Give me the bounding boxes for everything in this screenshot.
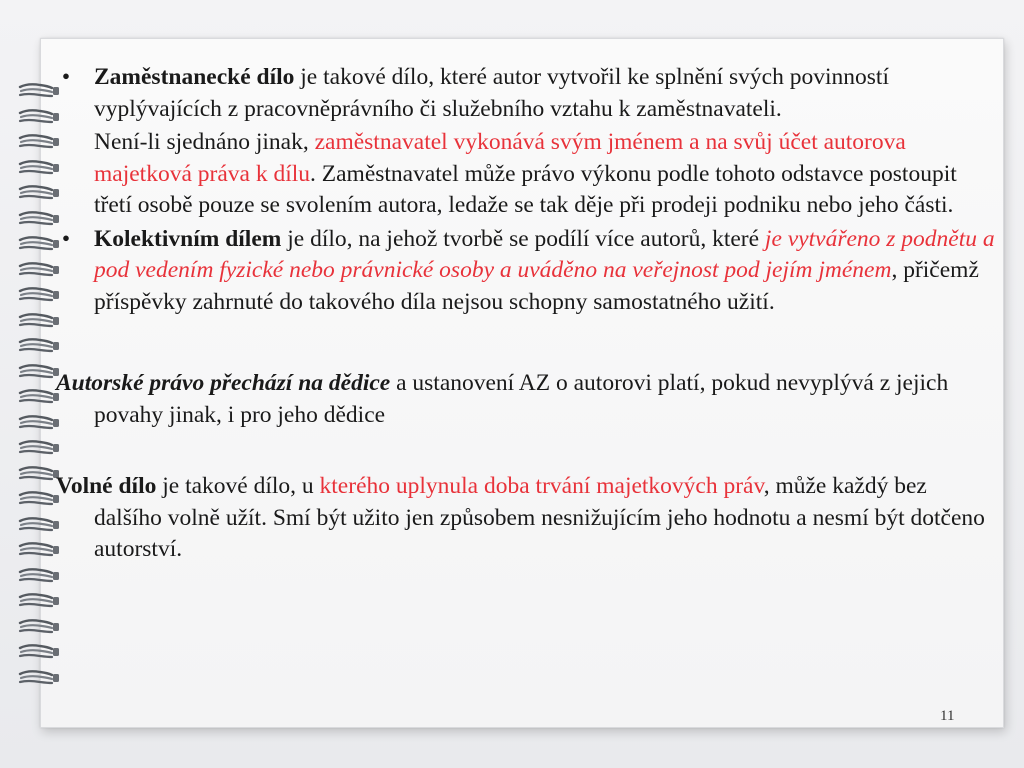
term-free-work: Volné dílo [56,473,157,499]
paragraph-inheritance [56,368,996,431]
paragraph-text: je dílo, na jehož tvorbě se podílí více autorů, které [281,225,765,252]
term-collective-work: Kolektivním dílem [94,225,282,252]
paragraph-text: , může každý bez dalšího volně užít. Smí být užito jen způsobem nesnižujícím jeho hodnotu a nesmí být dotčeno autorství. [94,473,985,562]
spiral-ring-icon [18,567,62,585]
paragraph-text: . Zaměstnavatel může právo výkonu podle tohoto odstavce postoupit třetí osobě pouze se svolením autora, ledaže se tak děje při prodeji podniku nebo jeho části. [94,160,957,218]
spiral-ring-icon [18,669,62,687]
highlight-collective-work: je vytvářeno z podnětu a pod vedením fyzické nebo právnické osoby a uváděno na veřejnost pod jejím jménem [94,225,995,283]
paragraph-text: je takové dílo, u [156,473,320,499]
highlight-free-work: kterého uplynula doba trvání majetkových práv [319,473,764,499]
bullet-icon: • [61,64,71,90]
paragraph-text: , přičemž příspěvky zahrnuté do takového díla nejsou schopny samostatného užití. [94,257,979,315]
paragraph-text: a ustanovení AZ o autorovi platí, pokud nevyplývá z jejich povahy jinak, i pro jeho dědice [94,370,949,428]
slide-content [56,62,996,566]
paragraph-employee-work [56,62,996,125]
spiral-ring-icon [18,643,62,661]
term-inheritance: Autorské právo přechází na dědice [56,370,391,396]
paragraph-text: je takové dílo, které autor vytvořil ke splnění svých povinností vyplývajících z pracovněprávního či služebního vztahu k zaměstnavateli. [94,64,889,122]
page-number: 11 [940,708,955,724]
highlight-employer-rights: zaměstnavatel vykonává svým jménem a na svůj účet autorova majetková práva k dílu [94,129,906,187]
paragraph-text: Není-li sjednáno jinak, [94,129,315,155]
spiral-ring-icon [18,592,62,610]
term-employee-work: Zaměstnanecké dílo [94,64,295,90]
paragraph-free-work [56,471,996,566]
spiral-ring-icon [18,618,62,636]
bullet-icon: • [61,225,71,252]
paragraph-employer-rights [56,127,996,222]
paragraph-collective-work [56,224,996,319]
